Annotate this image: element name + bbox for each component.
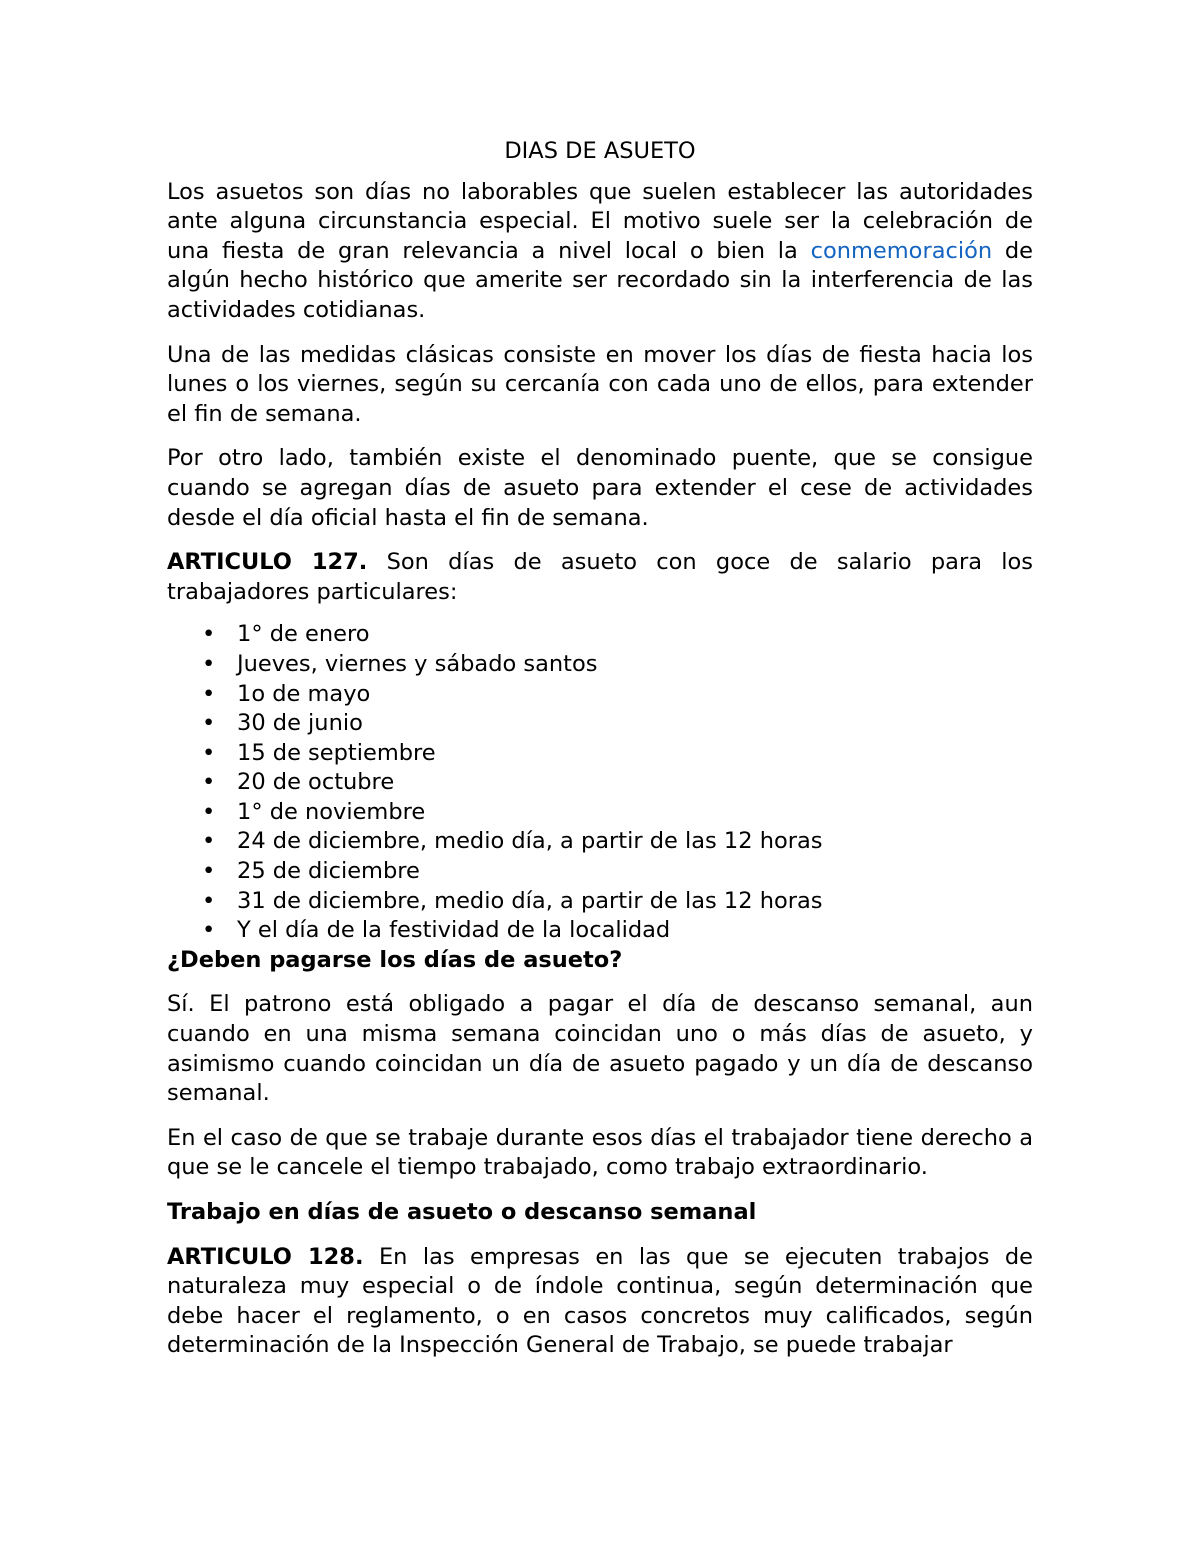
bullet-icon: •	[202, 739, 216, 766]
article-128-text: En las empresas en las que se ejecuten trabajos de naturaleza muy especial o de índole continua, según determinación que debe hacer el reglamento, o en casos concretos muy calificados, según determinación de la Inspección General de Trabajo, se puede trabajar	[167, 1243, 1033, 1359]
bullet-icon: •	[202, 621, 216, 648]
holiday-text: 1° de enero	[237, 621, 370, 648]
paragraph-text: Los asuetos son días no laborables que suelen establecer las autoridades ante alguna circunstancia especial. El motivo suele ser la celebración de una fiesta de gran relevancia a nivel local o bien la	[167, 178, 1033, 264]
holiday-text: 31 de diciembre, medio día, a partir de las 12 horas	[237, 887, 823, 914]
holiday-list-item	[167, 827, 1033, 857]
holiday-list-item	[167, 620, 1033, 650]
holiday-list-item	[167, 650, 1033, 680]
holiday-text: Jueves, viernes y sábado santos	[237, 650, 598, 677]
document-page	[167, 137, 1033, 1376]
bullet-icon: •	[202, 917, 216, 944]
bullet-icon: •	[202, 650, 216, 677]
holiday-list-item	[167, 857, 1033, 887]
holiday-list-item	[167, 739, 1033, 769]
article-128-label: ARTICULO 128.	[167, 1243, 364, 1270]
holiday-list-item	[167, 798, 1033, 828]
holiday-list-item	[167, 916, 1033, 946]
paragraph-medidas-clasicas: Una de las medidas clásicas consiste en mover los días de fiesta hacia los lunes o los viernes, según su cercanía con cada uno de ellos, para extender el fin de semana.	[167, 341, 1033, 427]
section-heading: Trabajo en días de asueto o descanso semanal	[167, 1199, 757, 1225]
holiday-text: 1° de noviembre	[237, 798, 426, 825]
holiday-text: 24 de diciembre, medio día, a partir de las 12 horas	[237, 828, 823, 855]
bullet-icon: •	[202, 710, 216, 737]
paragraph-text: de algún hecho histórico que amerite ser recordado sin la interferencia de las actividades cotidianas.	[167, 237, 1034, 323]
holiday-list-item	[167, 887, 1033, 917]
bullet-icon: •	[202, 680, 216, 707]
holiday-list-item	[167, 768, 1033, 798]
article-127-label: ARTICULO 127.	[167, 549, 368, 576]
holiday-text: 30 de junio	[237, 710, 363, 737]
paragraph-puente: Por otro lado, también existe el denominado puente, que se consigue cuando se agregan días de asueto para extender el cese de actividades desde el día oficial hasta el fin de semana.	[167, 445, 1033, 531]
paragraph-articulo-128	[167, 1243, 1033, 1361]
bullet-icon: •	[202, 769, 216, 796]
paragraph-trabajo-extraordinario: En el caso de que se trabaje durante esos días el trabajador tiene derecho a que se le cancele el tiempo trabajado, como trabajo extraordinario.	[167, 1124, 1033, 1181]
paragraph-pago-obligatorio: Sí. El patrono está obligado a pagar el día de descanso semanal, aun cuando en una misma semana coincidan uno o más días de asueto, y asimismo cuando coincidan un día de asueto pagado y un día de descanso semanal.	[167, 991, 1033, 1107]
holiday-text: 25 de diciembre	[237, 858, 420, 885]
paragraph-asuetos-definition	[167, 178, 1033, 326]
holiday-list	[167, 620, 1033, 946]
article-127-text: Son días de asueto con goce de salario para los trabajadores particulares:	[167, 549, 1033, 605]
holiday-text: 15 de septiembre	[237, 739, 436, 766]
bullet-icon: •	[202, 828, 216, 855]
question-heading: ¿Deben pagarse los días de asueto?	[167, 946, 623, 973]
paragraph-articulo-127	[167, 548, 1033, 607]
bullet-icon: •	[202, 798, 216, 825]
holiday-text: Y el día de la festividad de la localidad	[237, 917, 671, 944]
document-title: DIAS DE ASUETO	[504, 138, 696, 164]
bullet-icon: •	[202, 887, 216, 914]
holiday-text: 1o de mayo	[237, 680, 371, 707]
bullet-icon: •	[202, 858, 216, 885]
holiday-list-item	[167, 680, 1033, 710]
holiday-list-item	[167, 709, 1033, 739]
conmemoracion-link[interactable]: conmemoración	[810, 237, 993, 264]
holiday-text: 20 de octubre	[237, 769, 395, 796]
